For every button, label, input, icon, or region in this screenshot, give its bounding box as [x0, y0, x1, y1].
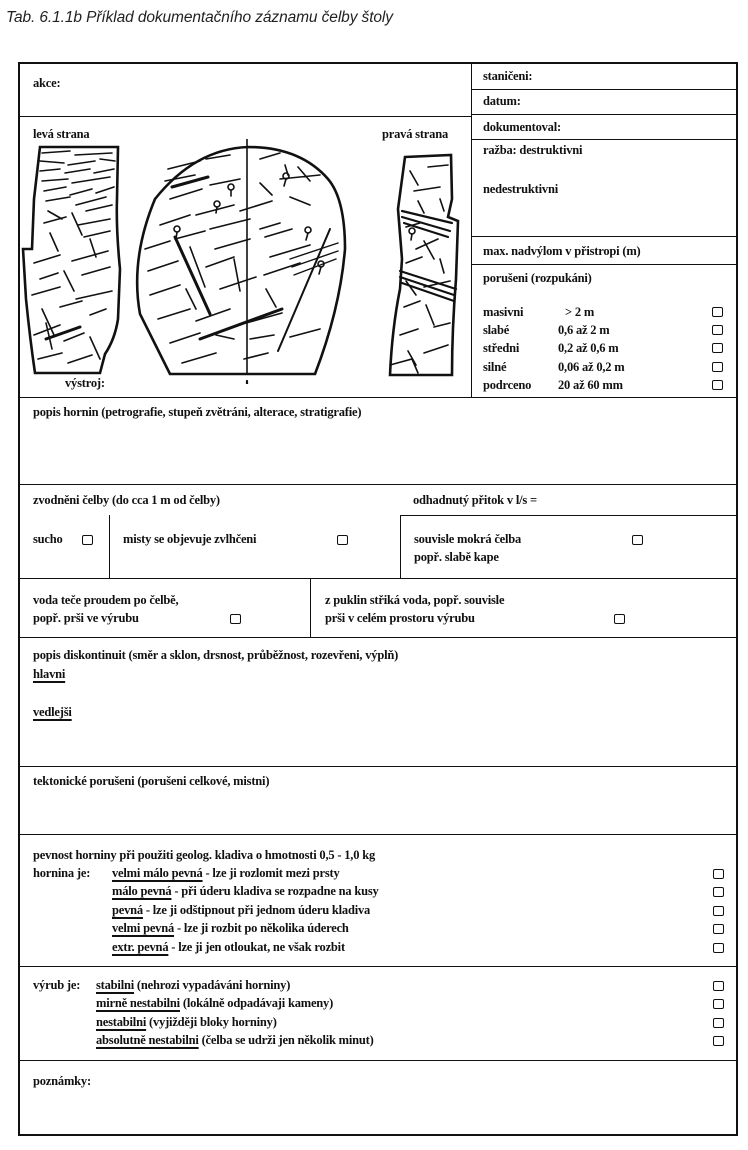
vyrub-desc: (čelba se udrži jen několik minut): [198, 1033, 374, 1047]
popis-hornin-field[interactable]: [30, 424, 730, 479]
divider: [472, 236, 738, 237]
divider: [20, 834, 738, 835]
popis-hornin-label: popis hornin (petrografie, stupeň zvětráni, alterace, stratigrafie): [33, 405, 362, 419]
divider: [20, 397, 738, 398]
velmi-pevna-checkbox[interactable]: [713, 924, 724, 934]
souvisle-checkbox[interactable]: [632, 535, 643, 545]
poznamky-label: poznámky:: [33, 1074, 91, 1088]
poruseni-range: 20 až 60 mm: [558, 378, 623, 392]
poruseni-range: > 2 m: [565, 305, 595, 319]
pevnost-option: [112, 940, 345, 955]
divider: [20, 484, 738, 485]
datum-label: datum:: [483, 94, 521, 108]
akce-field[interactable]: [80, 70, 465, 114]
divider: [109, 515, 110, 578]
divider: [20, 637, 738, 638]
poruseni-podrceno-checkbox[interactable]: [712, 380, 723, 390]
pevnost-label: pevnost horniny při použiti geolog. kladiva o hmotnosti 0,5 - 1,0 kg: [33, 848, 376, 862]
vyrub-prefix: výrub je:: [33, 978, 81, 992]
diskontinuity-label: popis diskontinuit (směr a sklon, drsnost, průběžnost, rozevřeni, výplň): [33, 648, 399, 662]
zvodneni-label: zvodněni čelby (do cca 1 m od čelby): [33, 493, 220, 507]
velmi-malo-pevna-checkbox[interactable]: [713, 869, 724, 879]
divider: [472, 114, 738, 115]
pevnost-desc: - lze ji jen otloukat, ne však rozbit: [168, 940, 345, 954]
pevna-checkbox[interactable]: [713, 906, 724, 916]
akce-label: akce:: [33, 76, 61, 90]
pritok-label: odhadnutý přitok v l/s =: [413, 493, 537, 507]
pritok-field[interactable]: [550, 489, 730, 509]
absolutne-nestabilni-checkbox[interactable]: [713, 1036, 724, 1046]
divider: [20, 766, 738, 767]
pevnost-option: [112, 866, 340, 881]
divider: [310, 578, 311, 637]
poruseni-name: podrceno: [483, 378, 532, 392]
poruseni-name: středni: [483, 341, 520, 355]
poruseni-name: masivni: [483, 305, 524, 319]
pevnost-option: [112, 903, 370, 918]
vystroj-label: výstroj:: [65, 376, 105, 390]
divider: [472, 89, 738, 90]
misty-checkbox[interactable]: [337, 535, 348, 545]
puklin-label: z puklin střiká voda, popř. souvisle: [325, 593, 505, 607]
vyrub-option: [96, 1015, 277, 1030]
vyrub-option: [96, 1033, 374, 1048]
pevnost-option: [112, 884, 379, 899]
pevnost-term: pevná: [112, 903, 143, 917]
tektonicke-field[interactable]: [30, 792, 730, 832]
razba-nedestruktivni: nedestruktivni: [483, 182, 558, 196]
misty-label: misty se objevuje zvlhčeni: [123, 532, 257, 546]
vyrub-term: nestabilni: [96, 1015, 147, 1029]
poruseni-masivni-checkbox[interactable]: [712, 307, 723, 317]
divider: [20, 966, 738, 967]
vyrub-desc: (vyjižději bloky horniny): [146, 1015, 277, 1029]
dokumentoval-field[interactable]: [580, 116, 735, 136]
vyrub-term: stabilni: [96, 978, 134, 992]
hornina-prefix: hornina je:: [33, 866, 91, 880]
pevnost-term: extr. pevná: [112, 940, 169, 954]
poruseni-range: 0,6 až 2 m: [558, 323, 610, 337]
datum-field[interactable]: [540, 91, 735, 111]
hlavni-field[interactable]: [80, 664, 730, 684]
puklin-checkbox[interactable]: [614, 614, 625, 624]
poruseni-slabe-checkbox[interactable]: [712, 325, 723, 335]
vyrub-term: absolutně nestabilni: [96, 1033, 199, 1047]
voda-checkbox[interactable]: [230, 614, 241, 624]
vyrub-option: [96, 996, 333, 1011]
staniceni-field[interactable]: [560, 66, 735, 86]
documentation-form: [18, 62, 738, 1136]
vyrub-option: [96, 978, 290, 993]
pevnost-term: málo pevná: [112, 884, 172, 898]
voda-label: voda teče proudem po čelbě,: [33, 593, 179, 607]
staniceni-label: staničeni:: [483, 69, 533, 83]
poruseni-stredni-checkbox[interactable]: [712, 343, 723, 353]
pevnost-desc: - lze ji rozbit po několika úderech: [174, 921, 349, 935]
stabilni-checkbox[interactable]: [713, 981, 724, 991]
vyrub-term: mirně nestabilni: [96, 996, 180, 1010]
left-side-label: levá strana: [33, 127, 90, 141]
pevnost-term: velmi málo pevná: [112, 866, 203, 880]
poruseni-name: silné: [483, 360, 507, 374]
divider: [20, 1060, 738, 1061]
razba-label: ražba: destruktivni: [483, 143, 583, 157]
nestabilni-checkbox[interactable]: [713, 1018, 724, 1028]
divider: [400, 515, 401, 578]
mirne-nestabilni-checkbox[interactable]: [713, 999, 724, 1009]
poruseni-range: 0,2 až 0,6 m: [558, 341, 619, 355]
table-caption: Tab. 6.1.1b Příklad dokumentačního záznamu čelby štoly: [6, 9, 393, 26]
poruseni-title: porušeni (rozpukáni): [483, 271, 592, 285]
divider: [472, 264, 738, 265]
souvisle-label: souvisle mokrá čelba: [414, 532, 522, 546]
dokumentoval-label: dokumentoval:: [483, 120, 561, 134]
poznamky-field[interactable]: [30, 1092, 730, 1132]
vedlejsi-field[interactable]: [90, 702, 730, 722]
divider: [20, 116, 472, 117]
vyrub-desc: (nehrozi vypadáváni horniny): [134, 978, 291, 992]
pevnost-term: velmi pevná: [112, 921, 175, 935]
hlavni-label: hlavni: [33, 667, 66, 681]
malo-pevna-checkbox[interactable]: [713, 887, 724, 897]
poruseni-silne-checkbox[interactable]: [712, 362, 723, 372]
sucho-checkbox[interactable]: [82, 535, 93, 545]
poruseni-range: 0,06 až 0,2 m: [558, 360, 625, 374]
souvisle-label-line2: popř. slabě kape: [414, 550, 499, 564]
vedlejsi-label: vedlejši: [33, 705, 72, 719]
pevnost-option: [112, 921, 349, 936]
tunnel-face-sketch: [20, 139, 470, 384]
pevnost-desc: - lze ji odštipnout při jednom úderu kladiva: [142, 903, 371, 917]
tektonicke-label: tektonické porušeni (porušeni celkové, mistni): [33, 774, 270, 788]
poruseni-name: slabé: [483, 323, 510, 337]
divider: [472, 139, 738, 140]
divider: [400, 515, 738, 516]
vyrub-desc: (lokálně odpadávaji kameny): [179, 996, 334, 1010]
voda-label-line2: popř. prši ve výrubu: [33, 611, 139, 625]
extr-pevna-checkbox[interactable]: [713, 943, 724, 953]
right-side-label: pravá strana: [382, 127, 449, 141]
puklin-label-line2: prši v celém prostoru výrubu: [325, 611, 475, 625]
divider: [20, 578, 738, 579]
pevnost-desc: - při úderu kladiva se rozpadne na kusy: [171, 884, 379, 898]
sucho-label: sucho: [33, 532, 63, 546]
nadvylom-label: max. nadvýlom v přistropi (m): [483, 244, 641, 258]
pevnost-desc: - lze ji rozlomit mezi prsty: [202, 866, 340, 880]
